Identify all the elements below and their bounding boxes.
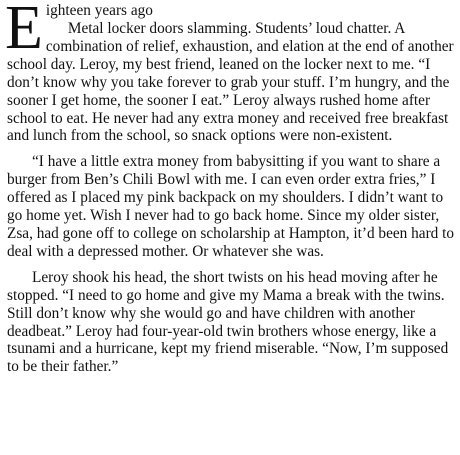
paragraph-2: “I have a little extra money from babysitting if you want to share a burger from Ben’s Chili Bowl with me. I can even order extra fries,” I offered as I placed my pink backpack on my shoulders. I didn’t want to go home yet. Wish I never had to go back home. Since my older sister, Zsa, had gone off to college on scholarship at Hampton, it’d been hard to deal with a depressed mother. Or whatever she was. bbox=[7, 153, 455, 260]
book-page bbox=[7, 2, 455, 376]
paragraph-1: Metal locker doors slamming. Students’ loud chatter. A combination of relief, exhaustion, and elation at the end of another school day. Leroy, my best friend, leaned on the locker next to me. “I don’t know why you take forever to grab your stuff. I’m hungry, and the sooner I get home, the sooner I eat.” Leroy always rushed home after school to eat. He never had any extra money and received free breakfast and lunch from the school, so snack options were non-existent. bbox=[7, 20, 454, 145]
paragraph-3: Leroy shook his head, the short twists on his head moving after he stopped. “I need to go home and give my Mama a break with the twins. Still don’t know why she would go and have children with another deadbeat.” Leroy had four-year-old twin brothers whose energy, like a tsunami and a hurricane, kept my friend miserable. “Now, I’m supposed to be their father.” bbox=[7, 268, 449, 376]
chapter-heading: ighteen years ago bbox=[45, 2, 153, 19]
drop-cap-letter: E bbox=[5, 0, 43, 62]
